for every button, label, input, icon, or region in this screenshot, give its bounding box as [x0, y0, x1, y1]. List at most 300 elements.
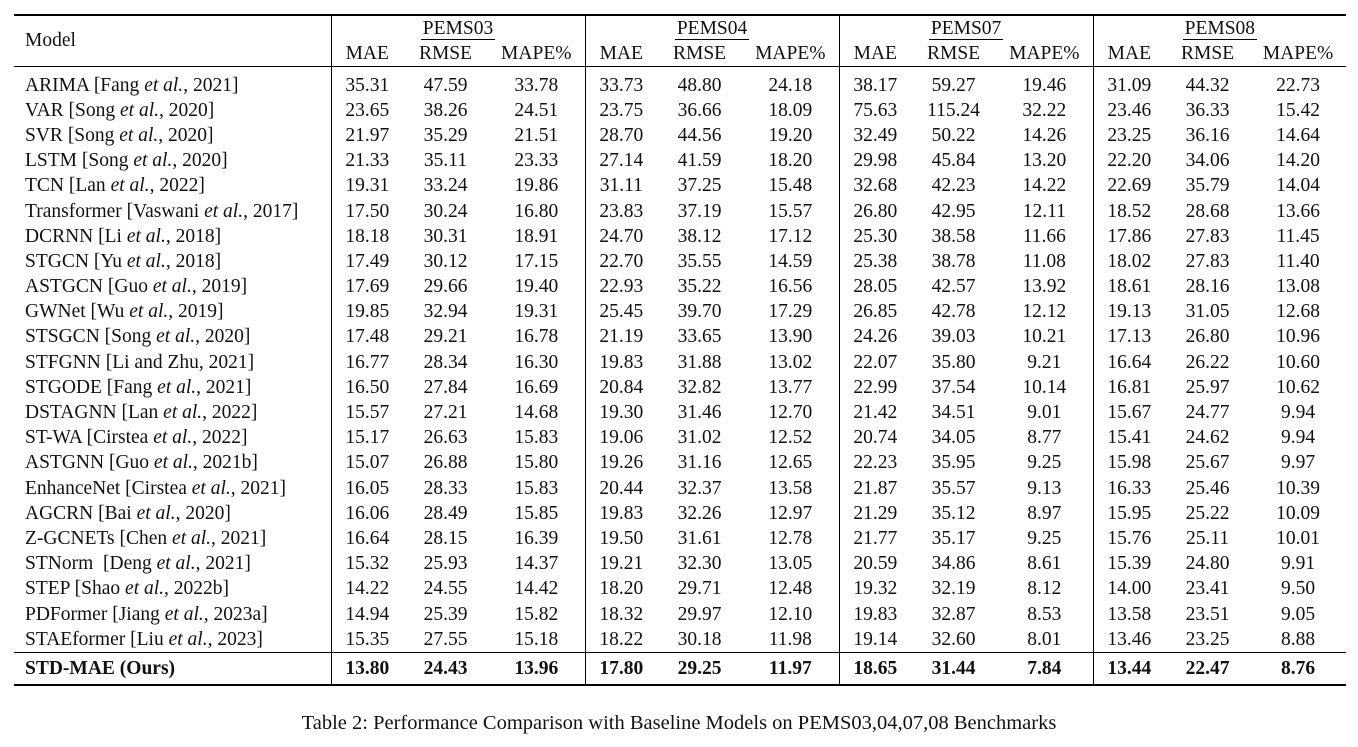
value-cell: 8.88: [1281, 628, 1316, 650]
table-row: [14, 501, 1346, 526]
value-cell: 34.86: [931, 553, 976, 575]
value-cell: 31.02: [677, 427, 722, 449]
model-name: DCRNN: [25, 225, 94, 247]
value-cell: 37.19: [677, 200, 722, 222]
value-cell: 21.51: [514, 124, 559, 146]
citation-et-al: et al.: [156, 553, 196, 575]
value-cell: 19.30: [585, 400, 657, 425]
citation: [Wu: [90, 301, 130, 323]
value-cell: 22.73: [1276, 74, 1321, 96]
value-cell: 17.49: [331, 249, 403, 274]
value-cell: 19.85: [331, 300, 403, 325]
value-cell: 29.97: [677, 603, 722, 625]
model-name-cell: [14, 350, 331, 375]
value-cell: 35.29: [423, 124, 468, 146]
table-body: [14, 67, 1346, 686]
value-cell: 35.55: [677, 250, 722, 272]
value-cell: 22.99: [839, 375, 911, 400]
citation-year: , 2022]: [202, 402, 258, 424]
value-cell: 11.98: [768, 628, 812, 650]
citation-year: , 2019]: [168, 301, 224, 323]
value-cell: 32.49: [839, 123, 911, 148]
metric-header: RMSE: [1181, 42, 1235, 64]
value-cell: 29.21: [423, 326, 468, 348]
value-cell: 22.20: [1093, 149, 1165, 174]
value-cell: 34.05: [931, 427, 976, 449]
value-cell: 27.84: [423, 376, 468, 398]
value-cell: 38.26: [423, 99, 468, 121]
citation-et-al: et al.: [153, 452, 193, 474]
value-cell: 19.50: [585, 526, 657, 551]
value-cell: 19.46: [1022, 74, 1067, 96]
citation-year: , 2021b]: [192, 452, 258, 474]
table-row: [14, 552, 1346, 577]
value-cell: 29.71: [677, 578, 722, 600]
model-name-cell: [14, 98, 331, 123]
value-cell: 32.87: [931, 603, 976, 625]
citation: [Shao: [74, 578, 126, 600]
model-name-cell: [14, 400, 331, 425]
citation: [Guo: [108, 452, 154, 474]
citation: [Yu: [93, 250, 127, 272]
table-row: [14, 577, 1346, 602]
value-cell: 26.63: [423, 427, 468, 449]
value-cell: 9.21: [1027, 351, 1062, 373]
value-cell: 35.22: [677, 276, 722, 298]
value-cell: 32.26: [677, 502, 722, 524]
metric-header: RMSE: [418, 42, 473, 64]
value-cell: 20.59: [839, 552, 911, 577]
model-name-cell: [14, 249, 331, 274]
table-row: [14, 149, 1346, 174]
value-cell: 9.13: [1027, 477, 1062, 499]
value-cell: 36.33: [1185, 99, 1230, 121]
value-cell: 16.39: [514, 527, 559, 549]
citation-year: , 2020]: [159, 99, 215, 121]
citation-year: , 2017]: [243, 200, 299, 222]
value-cell: 9.25: [1027, 527, 1062, 549]
value-cell: 28.49: [423, 502, 468, 524]
value-cell: 23.25: [1093, 123, 1165, 148]
value-cell: 21.29: [839, 501, 911, 526]
value-cell: 14.22: [331, 577, 403, 602]
value-cell: 33.65: [677, 326, 722, 348]
value-cell: 13.77: [768, 376, 813, 398]
value-cell: 47.59: [423, 74, 468, 96]
metric-header: MAE: [331, 41, 403, 67]
citation-year: , 2021]: [211, 527, 267, 549]
model-name-cell: [14, 451, 331, 476]
model-name: ST-WA: [25, 427, 82, 449]
value-cell: 9.94: [1281, 427, 1316, 449]
dataset-header-pems03: PEMS03: [331, 15, 585, 41]
citation: [Deng: [98, 553, 157, 575]
metric-header: MAE: [839, 41, 911, 67]
value-cell: 14.94: [331, 602, 403, 627]
citation-year: , 2023]: [207, 628, 263, 650]
value-cell: 9.05: [1281, 603, 1316, 625]
value-cell: 16.69: [514, 376, 559, 398]
value-cell: 12.68: [1276, 301, 1321, 323]
value-cell: 16.64: [1093, 350, 1165, 375]
value-cell: 38.78: [931, 250, 976, 272]
citation-et-al: et al.: [157, 376, 197, 398]
value-cell: 10.62: [1276, 376, 1321, 398]
value-cell: 15.07: [331, 451, 403, 476]
value-cell: 42.23: [931, 175, 976, 197]
value-cell: 16.80: [514, 200, 559, 222]
value-cell: 25.97: [1185, 376, 1230, 398]
value-cell: 18.52: [1093, 199, 1165, 224]
table-row: [14, 300, 1346, 325]
value-cell: 9.97: [1281, 452, 1316, 474]
model-name: ARIMA: [25, 74, 89, 96]
value-cell: 25.38: [839, 249, 911, 274]
value-cell: 35.12: [931, 502, 976, 524]
table-row: [14, 174, 1346, 199]
value-cell: 32.82: [677, 376, 722, 398]
model-name-cell: [14, 275, 331, 300]
model-name-cell: [14, 577, 331, 602]
model-name-cell: [14, 501, 331, 526]
value-cell: 15.83: [514, 427, 559, 449]
value-cell: 17.80: [585, 653, 657, 686]
value-cell: 30.24: [423, 200, 468, 222]
value-cell: 15.83: [514, 477, 559, 499]
citation-et-al: et al.: [156, 326, 196, 348]
table-row: [14, 627, 1346, 653]
value-cell: 17.48: [331, 325, 403, 350]
value-cell: 11.45: [1276, 225, 1320, 247]
value-cell: 35.79: [1185, 175, 1230, 197]
model-name-cell: [14, 149, 331, 174]
model-name: ASTGCN: [25, 276, 104, 298]
value-cell: 34.51: [931, 402, 976, 424]
value-cell: 15.95: [1093, 501, 1165, 526]
value-cell: 19.26: [585, 451, 657, 476]
value-cell: 23.83: [585, 199, 657, 224]
value-cell: 23.65: [331, 98, 403, 123]
value-cell: 17.12: [768, 225, 813, 247]
value-cell: 16.06: [331, 501, 403, 526]
value-cell: 8.12: [1027, 578, 1062, 600]
model-name: ASTGNN: [25, 452, 105, 474]
model-name-cell: [14, 526, 331, 551]
value-cell: 39.70: [677, 301, 722, 323]
citation-et-al: et al.: [110, 175, 150, 197]
value-cell: 33.78: [514, 74, 559, 96]
value-cell: 32.30: [677, 553, 722, 575]
value-cell: 13.20: [1022, 150, 1067, 172]
value-cell: 19.83: [585, 350, 657, 375]
table-row: [14, 375, 1346, 400]
citation-year: , 2018]: [165, 250, 222, 272]
value-cell: 32.68: [839, 174, 911, 199]
dataset-header-pems04: PEMS04: [585, 15, 839, 41]
value-cell: 115.24: [927, 99, 981, 121]
citation: [Liu: [130, 628, 169, 650]
value-cell: 24.70: [585, 224, 657, 249]
value-cell: 32.94: [423, 301, 468, 323]
value-cell: 59.27: [931, 74, 976, 96]
table-header: [14, 15, 1346, 67]
value-cell: 24.55: [423, 578, 468, 600]
value-cell: 32.19: [931, 578, 976, 600]
citation-et-al: et al.: [168, 628, 208, 650]
citation-et-al: et al.: [125, 578, 165, 600]
value-cell: 44.56: [677, 124, 722, 146]
value-cell: 15.39: [1093, 552, 1165, 577]
value-cell: 38.12: [677, 225, 722, 247]
value-cell: 32.22: [1022, 99, 1067, 121]
value-cell: 15.80: [514, 452, 559, 474]
value-cell: 31.16: [677, 452, 722, 474]
value-cell: 15.85: [514, 502, 559, 524]
value-cell: 31.05: [1185, 301, 1230, 323]
value-cell: 8.01: [1027, 628, 1062, 650]
value-cell: 28.70: [585, 123, 657, 148]
model-name: STGCN: [25, 250, 89, 272]
value-cell: 35.80: [931, 351, 976, 373]
value-cell: 10.39: [1276, 477, 1321, 499]
results-table: [14, 14, 1346, 686]
citation: [Lan: [68, 175, 111, 197]
model-name-cell: [14, 602, 331, 627]
value-cell: 9.94: [1281, 402, 1316, 424]
value-cell: 8.53: [1027, 603, 1062, 625]
value-cell: 8.61: [1027, 553, 1062, 575]
value-cell: 20.74: [839, 426, 911, 451]
value-cell: 31.11: [585, 174, 657, 199]
value-cell: 28.05: [839, 275, 911, 300]
model-name: SVR: [25, 124, 63, 146]
value-cell: 23.46: [1093, 98, 1165, 123]
value-cell: 14.59: [768, 250, 813, 272]
value-cell: 19.06: [585, 426, 657, 451]
value-cell: 15.57: [331, 400, 403, 425]
value-cell: 23.75: [585, 98, 657, 123]
value-cell: 37.25: [677, 175, 722, 197]
model-name-cell: [14, 199, 331, 224]
model-name-cell: [14, 300, 331, 325]
value-cell: 33.73: [585, 73, 657, 98]
value-cell: 18.61: [1093, 275, 1165, 300]
citation-year: , 2022]: [192, 427, 248, 449]
value-cell: 22.47: [1185, 657, 1230, 679]
table-row: [14, 400, 1346, 425]
table-row: [14, 275, 1346, 300]
citation-year: , 2020]: [195, 326, 251, 348]
citation: [Song: [104, 326, 157, 348]
value-cell: 8.76: [1281, 657, 1316, 679]
table-row: [14, 476, 1346, 501]
model-name: GWNet: [25, 301, 86, 323]
value-cell: 41.59: [677, 150, 722, 172]
value-cell: 15.57: [768, 200, 813, 222]
value-cell: 18.32: [585, 602, 657, 627]
value-cell: 13.05: [768, 553, 813, 575]
model-name: Transformer: [25, 200, 122, 222]
value-cell: 19.40: [514, 276, 559, 298]
citation-year: , 2022b]: [164, 578, 230, 600]
value-cell: 22.23: [839, 451, 911, 476]
value-cell: 12.78: [768, 527, 813, 549]
value-cell: 26.80: [1185, 326, 1230, 348]
model-name: Z-GCNETs: [25, 527, 115, 549]
value-cell: 15.76: [1093, 526, 1165, 551]
value-cell: 21.33: [331, 149, 403, 174]
value-cell: 17.50: [331, 199, 403, 224]
citation-year: , 2018]: [165, 225, 222, 247]
citation: [Li and Zhu, 2021]: [105, 351, 255, 373]
value-cell: 25.93: [423, 553, 468, 575]
citation-year: , 2020]: [172, 150, 228, 172]
value-cell: 42.95: [931, 200, 976, 222]
value-cell: 18.91: [514, 225, 559, 247]
value-cell: 44.32: [1185, 74, 1230, 96]
value-cell: 13.46: [1093, 627, 1165, 653]
value-cell: 17.29: [768, 301, 813, 323]
value-cell: 22.70: [585, 249, 657, 274]
model-name: DSTAGNN: [25, 402, 117, 424]
value-cell: 14.37: [514, 553, 559, 575]
value-cell: 19.31: [331, 174, 403, 199]
value-cell: 12.48: [768, 578, 813, 600]
citation-et-al: et al.: [120, 99, 160, 121]
value-cell: 16.64: [331, 526, 403, 551]
metric-header: MAE: [585, 41, 657, 67]
table-row: [14, 73, 1346, 98]
value-cell: 48.80: [677, 74, 722, 96]
value-cell: 15.35: [331, 627, 403, 653]
value-cell: 42.78: [931, 301, 976, 323]
value-cell: 11.66: [1022, 225, 1066, 247]
model-name-cell: [14, 653, 331, 686]
model-name: TCN: [25, 175, 64, 197]
value-cell: 21.19: [585, 325, 657, 350]
table-row: [14, 602, 1346, 627]
value-cell: 14.20: [1276, 150, 1321, 172]
value-cell: 14.42: [514, 578, 559, 600]
value-cell: 31.61: [677, 527, 722, 549]
model-name-cell: [14, 476, 331, 501]
value-cell: 16.78: [514, 326, 559, 348]
metric-header: MAPE%: [755, 42, 826, 64]
model-name-cell: [14, 426, 331, 451]
value-cell: 15.18: [514, 628, 559, 650]
value-cell: 24.62: [1185, 427, 1230, 449]
value-cell: 14.04: [1276, 175, 1321, 197]
value-cell: 15.67: [1093, 400, 1165, 425]
value-cell: 29.98: [839, 149, 911, 174]
value-cell: 35.31: [331, 73, 403, 98]
model-name: EnhanceNet: [25, 477, 121, 499]
citation-year: , 2021]: [183, 74, 239, 96]
model-name: STGODE: [25, 376, 102, 398]
dataset-header-pems07: PEMS07: [839, 15, 1093, 41]
model-name-cell: [14, 325, 331, 350]
value-cell: 20.84: [585, 375, 657, 400]
model-name: STFGNN: [25, 351, 101, 373]
value-cell: 15.98: [1093, 451, 1165, 476]
value-cell: 12.52: [768, 427, 813, 449]
value-cell: 9.91: [1281, 553, 1316, 575]
value-cell: 27.21: [423, 402, 468, 424]
value-cell: 18.20: [768, 150, 813, 172]
value-cell: 16.50: [331, 375, 403, 400]
value-cell: 36.66: [677, 99, 722, 121]
value-cell: 17.15: [514, 250, 559, 272]
value-cell: 19.83: [839, 602, 911, 627]
value-cell: 18.65: [839, 653, 911, 686]
value-cell: 13.58: [1093, 602, 1165, 627]
value-cell: 13.02: [768, 351, 813, 373]
value-cell: 19.86: [514, 175, 559, 197]
value-cell: 12.10: [768, 603, 813, 625]
value-cell: 24.80: [1185, 553, 1230, 575]
value-cell: 33.24: [423, 175, 468, 197]
table-row: [14, 224, 1346, 249]
citation: [Li: [98, 225, 127, 247]
citation-year: , 2021]: [195, 553, 251, 575]
metric-header: MAPE%: [1262, 42, 1334, 64]
value-cell: 14.64: [1276, 124, 1321, 146]
value-cell: 23.51: [1185, 603, 1230, 625]
citation-year: , 2021]: [196, 376, 252, 398]
table-row: [14, 350, 1346, 375]
value-cell: 23.33: [514, 150, 559, 172]
metric-header: MAPE%: [501, 42, 572, 64]
value-cell: 12.70: [768, 402, 813, 424]
metric-header: RMSE: [672, 42, 727, 64]
citation-et-al: et al.: [172, 527, 212, 549]
value-cell: 12.65: [768, 452, 813, 474]
citation-year: , 2021]: [230, 477, 287, 499]
value-cell: 32.37: [677, 477, 722, 499]
value-cell: 9.25: [1027, 452, 1062, 474]
value-cell: 18.09: [768, 99, 813, 121]
citation: [Vaswani: [126, 200, 205, 222]
citation-et-al: et al.: [152, 276, 192, 298]
value-cell: 28.68: [1185, 200, 1230, 222]
value-cell: 24.77: [1185, 402, 1230, 424]
model-name-cell: [14, 123, 331, 148]
model-name: AGCRN: [25, 502, 94, 524]
citation-year: , 2020]: [175, 502, 231, 524]
value-cell: 19.14: [839, 627, 911, 653]
citation: [Fang: [106, 376, 158, 398]
value-cell: 18.02: [1093, 249, 1165, 274]
value-cell: 25.22: [1185, 502, 1230, 524]
value-cell: 13.58: [768, 477, 813, 499]
value-cell: 14.26: [1022, 124, 1067, 146]
table-row: [14, 526, 1346, 551]
value-cell: 24.18: [768, 74, 813, 96]
citation-year: , 2020]: [158, 124, 214, 146]
value-cell: 7.84: [1027, 657, 1062, 679]
value-cell: 10.14: [1022, 376, 1067, 398]
citation-et-al: et al.: [164, 603, 204, 625]
model-name: STAEformer: [25, 628, 126, 650]
value-cell: 25.67: [1185, 452, 1230, 474]
value-cell: 19.13: [1093, 300, 1165, 325]
citation-year: , 2023a]: [203, 603, 268, 625]
citation-et-al: et al.: [126, 225, 166, 247]
citation: [Cirstea: [125, 477, 192, 499]
value-cell: 31.46: [677, 402, 722, 424]
value-cell: 37.54: [931, 376, 976, 398]
table-row: [14, 451, 1346, 476]
